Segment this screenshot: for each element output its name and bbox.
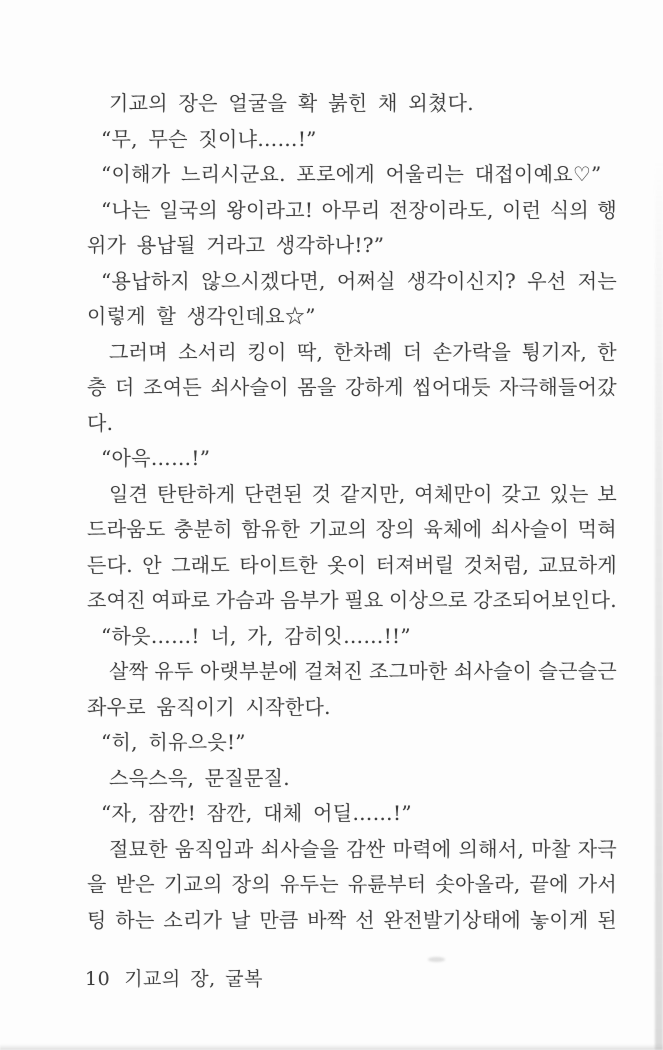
page-number: 10 bbox=[85, 968, 111, 990]
text-line: “용납하지 않으시겠다면, 어쩌실 생각이신지? 우선 저는 bbox=[101, 268, 617, 293]
scan-smudge bbox=[428, 957, 445, 962]
text-line: “이해가 느리시군요. 포로에게 어울리는 대접이예요♡” bbox=[101, 162, 602, 186]
scan-edge-right bbox=[655, 160, 663, 1050]
text-line: 그러며 소서리 킹이 딱, 한차례 더 손가락을 튕기자, 한 bbox=[109, 339, 617, 364]
text-line: “아윽……!” bbox=[101, 446, 211, 470]
text-line: 살짝 유두 아랫부분에 걸쳐진 조그마한 쇠사슬이 슬근슬근 bbox=[109, 659, 617, 683]
text-line: 팅 하는 소리가 날 만큼 바짝 선 완전발기상태에 놓이게 된 bbox=[87, 907, 617, 932]
text-line: “하읏……! 너, 가, 감히잇……!!” bbox=[101, 623, 411, 648]
text-line: 위가 용납될 거라고 생각하나!?” bbox=[87, 233, 385, 257]
text-line: “히, 히유으읏!” bbox=[101, 730, 246, 754]
text-line: 다. bbox=[87, 410, 114, 435]
text-line: 조여진 여파로 가슴과 음부가 필요 이상으로 강조되어보인다. bbox=[87, 588, 617, 612]
page-footer bbox=[85, 967, 263, 991]
text-line: “나는 일국의 왕이라고! 아무리 전장이라도, 이런 식의 행 bbox=[101, 197, 617, 222]
text-line: 스윽스윽, 문질문질. bbox=[109, 765, 290, 790]
text-line: 절묘한 움직임과 쇠사슬을 감싼 마력에 의해서, 마찰 자극 bbox=[109, 836, 617, 861]
text-line: 을 받은 기교의 장의 유두는 유륜부터 솟아올라, 끝에 가서 bbox=[87, 872, 617, 896]
text-line: 좌우로 움직이기 시작한다. bbox=[87, 694, 331, 719]
running-title: 기교의 장, 굴복 bbox=[124, 968, 263, 990]
scan-edge-bottom bbox=[0, 1044, 663, 1050]
body-text bbox=[87, 86, 617, 938]
text-line: “자, 잠깐! 잠깐, 대체 어딜……!” bbox=[101, 801, 412, 825]
text-line: 기교의 장은 얼굴을 확 붉힌 채 외쳤다. bbox=[109, 91, 474, 115]
text-line: 든다. 안 그래도 타이트한 옷이 터져버릴 것처럼, 교묘하게 bbox=[87, 552, 617, 577]
text-line: 이렇게 할 생각인데요☆” bbox=[87, 304, 316, 328]
text-line: 일견 탄탄하게 단련된 것 같지만, 여체만이 갖고 있는 보 bbox=[109, 481, 617, 506]
text-line: “무, 무슨 짓이냐……!” bbox=[101, 126, 317, 151]
text-line: 층 더 조여든 쇠사슬이 몸을 강하게 씹어대듯 자극해들어갔 bbox=[87, 375, 617, 399]
text-line: 드라움도 충분히 함유한 기교의 장의 육체에 쇠사슬이 먹혀 bbox=[87, 517, 617, 541]
